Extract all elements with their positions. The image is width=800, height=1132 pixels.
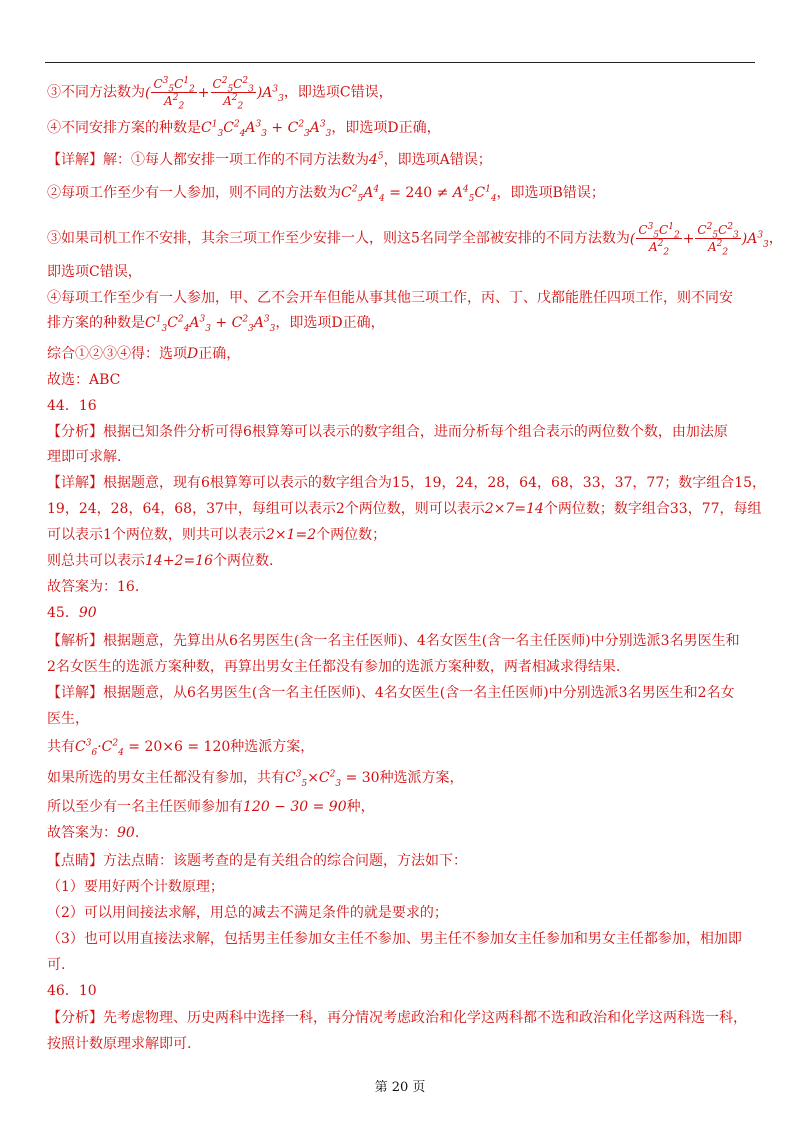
q45-no-director-schemes: 如果所选的男女主任都没有参加，共有$C^3_5\times C^2_3 = 30$种选派方案，	[47, 769, 464, 789]
q44-detail-total: 则总共可以表示14+2=16个两位数.	[47, 553, 274, 569]
q44-detail: 【详解】根据题意，现有6根算筹可以表示的数字组合为15，19，24，28，64，68，33，37，77；数字组合15，	[47, 475, 767, 491]
q45-answer: 故答案为：90.	[47, 825, 140, 841]
q45-comment-1: （1）要用好两个计数原理；	[47, 879, 224, 895]
formula-b-count: $C^2_5A^4_4 = 240 \ne A^4_5C^1_4$	[341, 184, 497, 204]
page-number: 第 20 页	[374, 1080, 426, 1095]
line-choice-answer: 故选：ABC	[47, 372, 121, 388]
formula-c-count-detail: ( $\frac{C^3_5C^1_2}{A^2_2}$ + $\frac{C^2_5C^2_3}{A^2_2}$ )$A^3_3$	[629, 222, 769, 258]
q45-at-least-one: 所以至少有一名主任医师参加有120 − 30 = 90种，	[47, 799, 375, 815]
line-detail-option-c: ③如果司机工作不安排，其余三项工作至少安排一人，则这5名同学全部被安排的不同方法数为( $\frac{C^3_5C^1_2}{A^2_2}$ + $\frac{C^2_5C^2_3}{A^2_2}$ )$A^3_3$，	[47, 222, 783, 258]
q44-detail-2: 19，24，28，64，68，37中，每组可以表示2个两位数，则可以表示2×7=14个两位数；数字组合33，77，每组	[47, 501, 762, 517]
q45-comment-3-cont: 可.	[47, 957, 66, 973]
q45-total-schemes: 共有$C^3_6\cdot C^2_4 = 20\times 6 = 120$种选派方案，	[47, 738, 315, 758]
q45-detail-cont: 医生，	[47, 711, 89, 727]
formula-d-count-detail: $C^1_3C^2_4A^3_3 + C^2_3A^3_3$	[145, 314, 276, 334]
q44-analysis-cont: 理即可求解.	[47, 449, 122, 465]
line-detail-option-a: 【详解】解：①每人都安排一项工作的不同方法数为$4^5$，即选项A错误；	[47, 151, 492, 168]
line-option-c-wrong: 即选项C错误，	[47, 264, 142, 280]
formula-total-schemes: $C^3_6\cdot C^2_4 = 20\times 6 = 120$	[75, 738, 231, 758]
line-detail-option-d-count: 排方案的种数是$C^1_3C^2_4A^3_3 + C^2_3A^3_3$，即选项D正确，	[47, 314, 385, 334]
formula-no-director: $C^3_5\times C^2_3 = 30$	[285, 769, 380, 789]
question-46-heading: 46．10	[47, 983, 97, 999]
formula-a-count: $4^5$	[369, 151, 384, 168]
line-option-c-method-count: ③不同方法数为( $\frac{C^3_5C^1_2}{A^2_2}$ + $\frac{C^2_5C^2_3}{A^2_2}$ )$A^3_3$，即选项C错误，	[47, 76, 393, 112]
line-detail-option-b: ②每项工作至少有一人参加，则不同的方法数为$C^2_5A^4_4 = 240 \ne A^4_5C^1_4$，即选项B错误；	[47, 184, 605, 204]
formula-c-count: ( $\frac{C^3_5C^1_2}{A^2_2}$ + $\frac{C^2_5C^2_3}{A^2_2}$ )$A^3_3$	[145, 76, 284, 112]
q46-analysis-cont: 按照计数原理求解即可.	[47, 1036, 192, 1052]
q45-analysis-cont: 2名女医生的选派方案种数，再算出男女主任都没有参加的选派方案种数，两者相减求得结果.	[47, 659, 621, 675]
line-option-d-arrangements: ④不同安排方案的种数是$C^1_3C^2_4A^3_3 + C^2_3A^3_3$，即选项D正确，	[47, 119, 441, 139]
formula-d-count: $C^1_3C^2_4A^3_3 + C^2_3A^3_3$	[201, 119, 332, 139]
line-detail-option-d: ④每项工作至少有一人参加，甲、乙不会开车但能从事其他三项工作，丙、丁、戊都能胜任四项工作，则不同安	[47, 290, 733, 306]
q45-analysis: 【解析】根据题意，先算出从6名男医生(含一名主任医师)、4名女医生(含一名主任医师)中分别选派3名男医生和	[47, 633, 740, 649]
q44-detail-3: 可以表示1个两位数，则共可以表示2×1=2个两位数；	[47, 527, 387, 543]
q46-analysis: 【分析】先考虑物理、历史两科中选择一科，再分情况考虑政治和化学这两科都不选和政治和化学这两科选一科，	[47, 1010, 747, 1026]
header-rule	[45, 62, 755, 63]
question-44-heading: 44．16	[47, 398, 97, 414]
q45-detail: 【详解】根据题意，从6名男医生(含一名主任医师)、4名女医生(含一名主任医师)中分别选派3名男医生和2名女	[47, 685, 735, 701]
q44-answer: 故答案为：16.	[47, 579, 140, 595]
q45-comment-3: （3）也可以用直接法求解，包括男主任参加女主任不参加、男主任不参加女主任参加和男女主任都参加，相加即	[47, 931, 742, 947]
q44-analysis: 【分析】根据已知条件分析可得6根算筹可以表示的数字组合，进而分析每个组合表示的两位数个数，由加法原	[47, 424, 728, 440]
q45-comment: 【点睛】方法点睛：该题考查的是有关组合的综合问题，方法如下：	[47, 853, 467, 869]
line-summary: 综合①②③④得：选项D正确，	[47, 346, 241, 362]
question-45-heading: 45．90	[47, 605, 97, 621]
q45-comment-2: （2）可以用间接法求解，用总的减去不满足条件的就是要求的；	[47, 905, 448, 921]
